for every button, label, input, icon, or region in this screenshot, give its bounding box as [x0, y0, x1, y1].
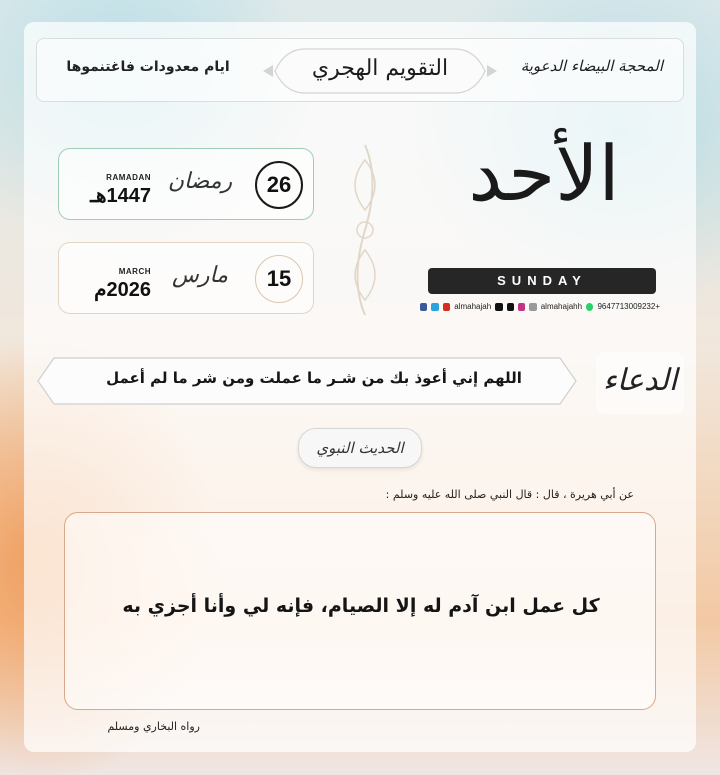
- instagram-icon: [518, 303, 525, 311]
- facebook-icon: [420, 303, 427, 311]
- x-icon: [495, 303, 502, 311]
- hijri-month-en: RAMADAN: [106, 173, 151, 182]
- tiktok-icon: [507, 303, 514, 311]
- header-bar: [36, 38, 684, 102]
- gregorian-day-number: 15: [255, 255, 303, 303]
- gregorian-month-en: MARCH: [118, 267, 151, 276]
- hijri-month-ar: رمضان: [167, 169, 233, 194]
- floral-ornament-icon: [340, 140, 390, 320]
- duaa-box: [34, 352, 580, 410]
- gregorian-year: 2026م: [94, 279, 151, 301]
- hadith-source: رواه البخاري ومسلم: [107, 720, 200, 733]
- calendar-title: التقويم الهجري: [311, 56, 449, 81]
- handle-primary: almahajah: [454, 302, 492, 311]
- hijri-day-number: 26: [255, 161, 303, 209]
- slogan-text: ايام معدودات فاغتنموها: [66, 59, 230, 75]
- at-icon: [529, 303, 536, 311]
- hadith-label: الحديث النبوي: [298, 428, 422, 468]
- hadith-narrator: عن أبي هريرة ، قال : قال النبي صلى الله عليه وسلم :: [385, 488, 634, 501]
- social-handles: [420, 302, 660, 311]
- hijri-date-box: [58, 148, 314, 220]
- telegram-icon: [431, 303, 438, 311]
- whatsapp-icon: [586, 303, 593, 311]
- hadith-text: كل عمل ابن آدم له إلا الصيام، فإنه لي وأنا أجزي به: [122, 595, 600, 617]
- duaa-label: الدعاء: [596, 352, 684, 414]
- gregorian-month-ar: مارس: [172, 263, 228, 288]
- weekday-english: SUNDAY: [428, 268, 656, 294]
- title-cartouche: [255, 43, 505, 99]
- weekday-arabic: الأحد: [468, 129, 620, 218]
- youtube-icon: [443, 303, 450, 311]
- duaa-text: اللهم إني أعوذ بك من شـر ما عملت ومن شر ما لم أعمل: [106, 369, 522, 387]
- gregorian-date-box: [58, 242, 314, 314]
- org-name: المحجة البيضاء الدعوية: [520, 57, 663, 75]
- hadith-box: [64, 512, 656, 710]
- phone-number: 9647713009232+: [597, 302, 660, 311]
- handle-secondary: almahajahh: [540, 302, 583, 311]
- hijri-year: 1447هـ: [90, 185, 151, 207]
